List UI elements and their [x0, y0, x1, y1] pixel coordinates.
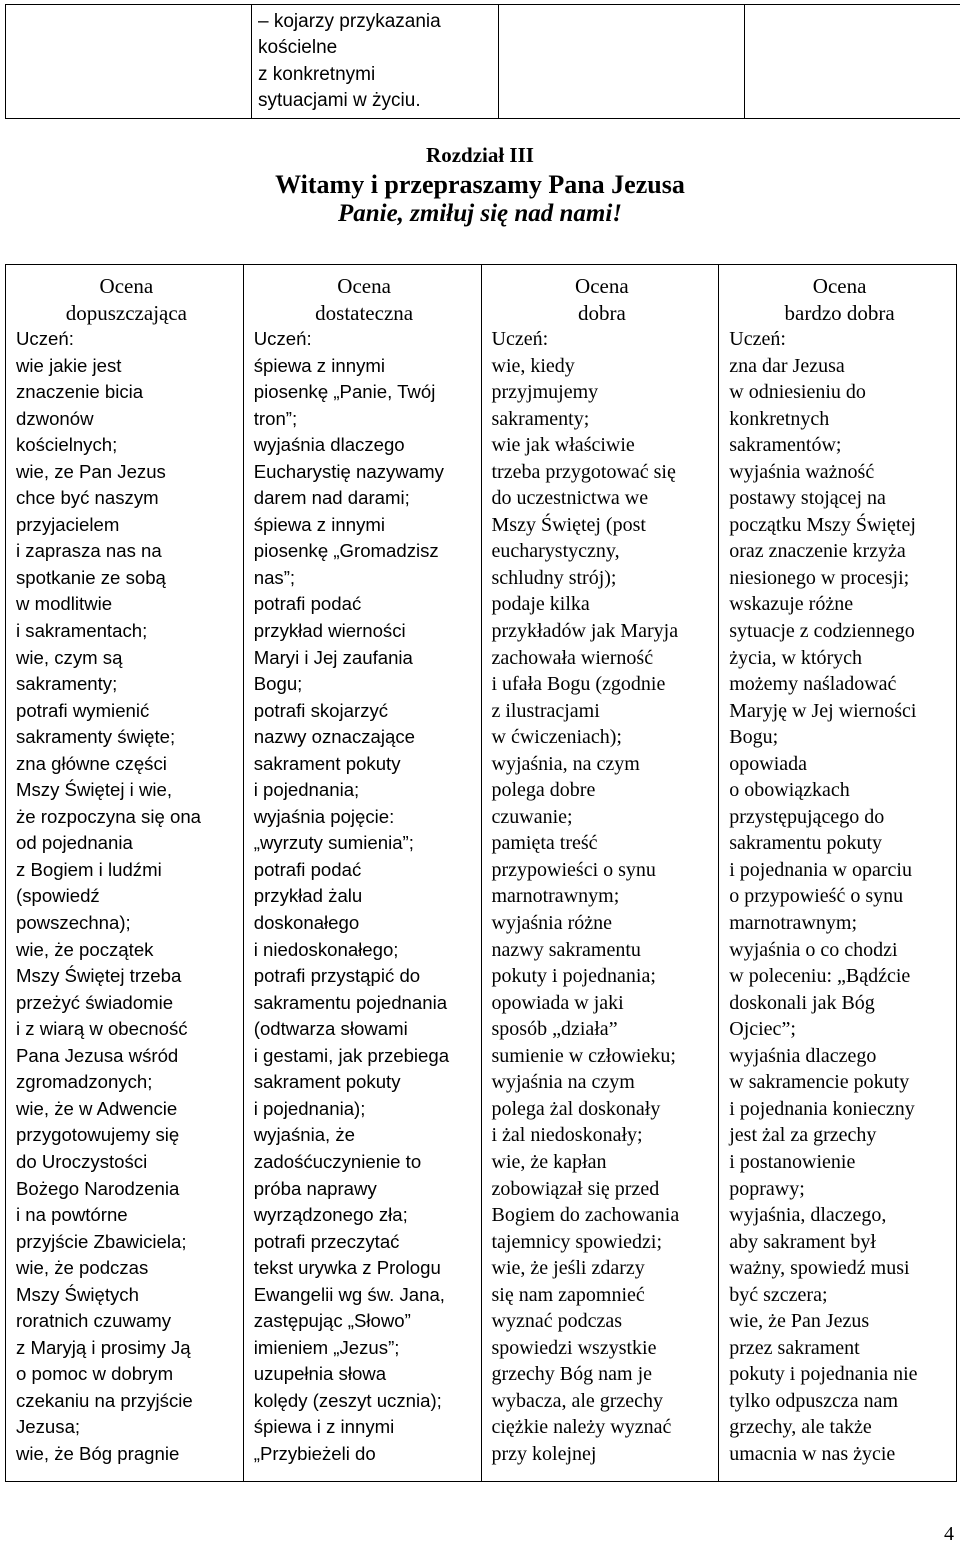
top-cell-2 [252, 5, 499, 119]
grade-heading-name: dobra [492, 300, 713, 327]
requirements-text: Uczeń: zna dar Jezusa w odniesieniu do konkretnych sakramentów; wyjaśnia ważność postawy stojącej na początku Mszy Świętej oraz znaczenie krzyża niesionego w procesji; wskazuje różne sytuacje z codziennego życia, w których możemy naśladować Maryję w Jej wierności Bogu; opowiada o obowiązkach przystępującego do sakramentu pokuty i pojednania w oparciu o przypowieść o synu marnotrawnym; wyjaśnia o co chodzi w poleceniu: „Bądźcie doskonali jak Bóg Ojciec”; wyjaśnia dlaczego w sakramencie pokuty i pojednania konieczny jest żal za grzechy i postanowienie poprawy; wyjaśnia, dlaczego, aby sakrament był ważny, spowiedź musi być szczera; wie, że Pan Jezus przez sakrament pokuty i pojednania nie tylko odpuszcza nam grzechy, ale także umacnia w nas życie [729, 326, 950, 1468]
column-dopuszczajaca [6, 265, 244, 1482]
chapter-label: Rozdział III [0, 142, 960, 169]
page-number: 4 [944, 1523, 954, 1546]
grade-heading-label: Ocena [492, 273, 713, 300]
previous-table-fragment [5, 4, 960, 119]
grade-heading [254, 273, 475, 326]
grade-heading [492, 273, 713, 326]
chapter-title: Witamy i przepraszamy Pana Jezusa [0, 169, 960, 200]
grade-heading-name: dopuszczająca [16, 300, 237, 327]
grade-heading [729, 273, 950, 326]
grade-heading [16, 273, 237, 326]
top-cell-4 [745, 5, 960, 119]
grading-table [5, 264, 957, 1482]
column-dobra [481, 265, 719, 1482]
grade-heading-label: Ocena [16, 273, 237, 300]
grade-heading-name: dostateczna [254, 300, 475, 327]
column-bardzo-dobra [719, 265, 957, 1482]
chapter-heading [0, 142, 960, 227]
top-cell-1 [6, 5, 252, 119]
requirements-text: Uczeń: wie jakie jest znaczenie bicia dzwonów kościelnych; wie, ze Pan Jezus chce być naszym przyjacielem i zaprasza nas na spotkanie ze sobą w modlitwie i sakramentach; wie, czym są sakramenty; potrafi wymienić sakramenty święte; zna główne części Mszy Świętej i wie, że rozpoczyna się ona od pojednania z Bogiem i ludźmi (spowiedź powszechna); wie, że początek Mszy Świętej trzeba przeżyć świadomie i z wiarą w obecność Pana Jezusa wśród zgromadzonych; wie, że w Adwencie przygotowujemy się do Uroczystości Bożego Narodzenia i na powtórne przyjście Zbawiciela; wie, że podczas Mszy Świętych roratnich czuwamy z Maryją i prosimy Ją o pomoc w dobrym czekaniu na przyjście Jezusa; wie, że Bóg pragnie [16, 326, 237, 1468]
chapter-subtitle: Panie, zmiłuj się nad nami! [0, 200, 960, 227]
requirements-text: Uczeń: śpiewa z innymi piosenkę „Panie, Twój tron”; wyjaśnia dlaczego Eucharystię nazywamy darem nad darami; śpiewa z innymi piosenkę „Gromadzisz nas”; potrafi podać przykład wierności Maryi i Jej zaufania Bogu; potrafi skojarzyć nazwy oznaczające sakrament pokuty i pojednania; wyjaśnia pojęcie: „wyrzuty sumienia”; potrafi podać przykład żalu doskonałego i niedoskonałego; potrafi przystąpić do sakramentu pojednania (odtwarza słowami i gestami, jak przebiega sakrament pokuty i pojednania); wyjaśnia, że zadośćuczynienie to próba naprawy wyrządzonego zła; potrafi przeczytać tekst urywka z Prologu Ewangelii wg św. Jana, zastępując „Słowo” imieniem „Jezus”; uzupełnia słowa kolędy (zeszyt ucznia); śpiewa i z innymi „Przybieżeli do [254, 326, 475, 1468]
top-cell-2-text: – kojarzy przykazania kościelne z konkretnymi sytuacjami w życiu. [258, 9, 492, 114]
top-cell-3 [499, 5, 745, 119]
grade-heading-label: Ocena [254, 273, 475, 300]
column-dostateczna [243, 265, 481, 1482]
requirements-text: Uczeń: wie, kiedy przyjmujemy sakramenty; wie jak właściwie trzeba przygotować się do uczestnictwa we Mszy Świętej (post eucharystyczny, schludny strój); podaje kilka przykładów jak Maryja zachowała wierność i ufała Bogu (zgodnie z ilustracjami w ćwiczeniach); wyjaśnia, na czym polega dobre czuwanie; pamięta treść przypowieści o synu marnotrawnym; wyjaśnia różne nazwy sakramentu pokuty i pojednania; opowiada w jaki sposób „działa” sumienie w człowieku; wyjaśnia na czym polega żal doskonały i żal niedoskonały; wie, że kapłan zobowiązał się przed Bogiem do zachowania tajemnicy spowiedzi; wie, że jeśli zdarzy się nam zapomnieć wyznać podczas spowiedzi wszystkie grzechy Bóg nam je wybacza, ale grzechy ciężkie należy wyznać przy kolejnej [492, 326, 713, 1468]
grade-heading-label: Ocena [729, 273, 950, 300]
grade-heading-name: bardzo dobra [729, 300, 950, 327]
